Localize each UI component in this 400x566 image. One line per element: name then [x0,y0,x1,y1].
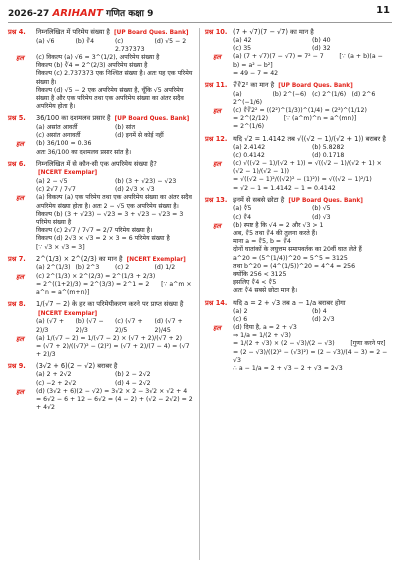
solution [8,194,194,251]
solution [8,273,194,298]
option-item: (b) √5 [312,205,331,213]
question-block [205,299,391,374]
question-text [8,28,194,38]
option-item: (d) 2√3 × √3 [115,186,155,194]
solution-line: = 2^(2/12) [∵ (a^m)^n = a^(mn)] [233,115,357,123]
question-block [205,135,391,193]
question-statement: यदि a = 2 + √3 तब a − 1/a बराबर होगा [233,298,346,307]
options-list [205,37,391,53]
option-item: (d) 4 − 2√2 [115,379,151,387]
solution-line: विकल्प (d) √5 − 2 एक अपरिमेय संख्या है, चूँकि √5 अपरिमेय संख्या है और एक परिमेय तथा एक अपरिमेय संख्या का अंतर सदैव अपरिमेय होता है। [36,86,186,111]
solution-line: विकल्प (d) 2√3 × √3 = 2 × 3 = 6 परिमेय संख्या है [36,235,170,243]
solution-line: (a) 1/(√7 − 2) = 1/(√7 − 2) × (√7 + 2)/(√7 + 2) [36,334,182,342]
option-item: (a) √6 [36,37,55,45]
solution [205,160,391,193]
solution-line: = 1/(2 + √3) × (2 − √3)/(2 − √3) [गुणा करने पर] [233,340,386,348]
solution-line: = √((√2 − 1)²/((√2)² − (1)²)) = √((√2 − 1)²/1) [233,176,372,184]
option-item: (a) 2.4142 [233,143,266,151]
solution-line: a^20 = (5^(1/4))^20 = 5^5 = 3125 [233,254,348,262]
option-item: (c) ∜4 [233,213,252,221]
source-tag: [NCERT Exemplar] [38,310,98,317]
question-block [8,28,194,111]
question-statement: ∜∛2² का मान है [233,81,275,90]
solution-label: हल [16,334,24,343]
solution-line: ⇒ 1/a = 1/(2 + √3) [233,332,291,340]
solution-line: = 2^(1/6) [233,123,265,131]
question-number: प्रश्न 7. [8,254,26,263]
option-item: (c) 2.737373 [115,37,145,53]
question-block [8,362,194,412]
solution-label: हल [213,324,221,333]
solution-label: हल [16,194,24,203]
solution-line: (b) स्पष्ट है कि √4 = 2 और √3 > 1 [233,221,324,229]
solution-label: हल [16,54,24,62]
question-block [205,196,391,296]
option-item: (c) असांत अनावर्ती [36,132,81,140]
option-item: (b) 2 − 2√2 [115,371,151,379]
solution [205,107,391,132]
solution-line: = (√7 + 2)/((√7)² − (2)²) = (√7 + 2)/(7 − 4) = (√7 + 2)/3 [36,343,192,359]
page-number: 11 [376,5,390,16]
question-text [8,255,194,265]
right-column [205,28,391,562]
question-number: प्रश्न 8. [8,300,26,309]
options-list [205,205,391,221]
solution-line: (c) 2^(1/3) × 2^(2/3) = 2^(1/3 + 2/3) [36,272,156,280]
solution-label: हल [16,272,24,281]
option-item: (a) 2^(−1/6) [233,90,263,106]
options-list [8,38,194,54]
source-tag: [NCERT Exemplar] [126,256,186,263]
solution-line: इसलिए ∜4 < ∜5 [233,279,277,287]
question-statement: निम्नलिखित में से कौन-सी एक अपरिमेय संख्या है? [36,159,157,168]
option-item: (c) 35 [233,45,252,53]
solution-line: (d) दिया है, a = 2 + √3 [233,324,297,332]
question-text [8,160,194,178]
question-number: प्रश्न 10. [205,28,228,36]
solution-line: = √2 − 1 = 1.4142 − 1 = 0.4142 [233,184,336,192]
solution-line: = 6√2 − 6 + 12 − 6√2 = (4 − 2) + (√2 − 2√2) = 2 + 4√2 [36,396,195,412]
option-item: (a) असांत आवर्ती [36,124,78,132]
question-block [205,81,391,132]
option-item: (d) √5 − 2 [154,37,187,45]
options-list [205,91,391,107]
option-item: (b) 40 [312,37,331,44]
question-number: प्रश्न 4. [8,28,26,36]
solution-line: अतः 36/100 का दशमलव प्रसार सांत है। [36,148,132,156]
solution-label: हल [213,107,221,116]
options-list [8,371,194,387]
option-item: (d) 2^6 [351,90,376,98]
option-item: (d) 2√3 [312,315,335,323]
header-class: कक्षा 9 [128,9,154,19]
option-item: (a) 42 [233,37,252,44]
option-item: (d) 1/2 [154,264,176,272]
question-text [205,135,391,144]
option-item: (b) ∛4 [75,37,95,45]
question-text [205,196,391,206]
question-number: प्रश्न 9. [8,362,26,371]
solution-line: = 2^((1+2)/3) = 2^(3/3) = 2^1 = 2 [∵ a^m × a^n = a^(m+n)] [36,280,194,297]
option-item: (c) 2 [115,264,130,272]
option-item: (a) 2 − √5 [36,178,68,186]
option-item: (a) 2 [233,307,248,315]
option-item: (d) √3 [312,213,331,221]
question-statement: इनमें से सबसे छोटा है [233,195,285,204]
question-block [8,160,194,252]
option-item: (a) 2 + 2√2 [36,371,72,379]
source-tag: [UP Board Ques. Bank] [114,116,190,123]
option-item: (a) ∜5 [233,205,252,213]
options-list [8,318,194,334]
source-tag: [UP Board Ques. Bank] [114,30,189,36]
question-block [8,255,194,297]
question-block [205,28,391,78]
left-column [8,28,194,562]
options-list [205,308,391,324]
solution [8,388,194,413]
question-block [8,114,194,156]
question-text [8,362,194,371]
option-item: (b) (√7 − 2)/3 [75,318,104,334]
question-statement: 36/100 का दशमलव प्रसार है [36,114,111,123]
solution-line: (d) (3√2 + 6)(2 − √2) = 3√2 × 2 − 3√2 × √2 + 4 [36,387,188,395]
header-subject: गणित [106,9,126,19]
option-item: (c) 6 [233,315,248,323]
option-item: (c) 2√7 / 7√7 [36,186,76,194]
solution [8,54,194,111]
option-item: (b) 2^(−6) [272,90,307,98]
option-item: (c) −2 + 2√2 [36,379,77,387]
option-item: (d) (√7 + 2)/45 [154,318,183,334]
solution-label: हल [16,387,24,396]
solution-line: विकल्प (c) 2√7 / 7√7 = 2/7 परिमेय संख्या है। [36,227,153,235]
solution-line: = (2 − √3)/((2)² − (√3)²) = (2 − √3)/(4 − 3) = 2 − √3 [233,348,390,364]
question-statement: 1/(√7 − 2) के हर का परिमेयीकरण करने पर प्राप्त संख्या है [36,300,184,309]
question-text [205,299,391,308]
column-divider [199,28,200,560]
header-left [8,6,153,19]
option-item: (b) (3 + √23) − √23 [115,178,177,186]
solution-line: (c) √((√2 − 1)/(√2 + 1)) = √((√2 − 1)/(√2 + 1) × (√2 − 1)/(√2 − 1)) [233,160,384,176]
solution [205,222,391,296]
solution-line: विकल्प (b) (3 + √23) − √23 = 3 + √23 − √23 = 3 परिमेय संख्या है [36,210,186,227]
option-item: (d) इनमें से कोई नहीं [115,132,164,140]
question-number: प्रश्न 12. [205,134,228,143]
solution [8,335,194,360]
solution-line: (a) (7 + √7)(7 − √7) = 7² − 7 [∵ (a + b)(a − b) = a² − b²] [233,53,385,69]
question-statement: निम्नलिखित में परिमेय संख्या है [36,28,110,36]
question-number: प्रश्न 6. [8,159,26,168]
solution-label: हल [213,221,221,230]
solution-line: (c) विकल्प (a) √6 = 3^(1/2), अपरिमेय संख्या है [36,54,160,61]
options-list [8,178,194,194]
brand-logo: ARIHANT [52,8,103,19]
question-text [8,300,194,318]
question-text [205,28,391,37]
solution-label: हल [213,160,221,169]
source-tag: [UP Board Ques. Bank] [288,197,363,204]
option-item: (c) (√7 + 2)/5 [115,318,143,334]
question-number: प्रश्न 14. [205,298,228,307]
solution-line: विकल्प (b) ∛4 = 2^(2/3) अपरिमेय संख्या है [36,62,148,70]
solution-line: दोनों घातांकों के लघुत्तम समापवर्तक का 20वीं घात लेते हैं [233,246,362,254]
options-list [8,264,194,272]
solution-line: विकल्प (c) 2.737373 एक निश्चित संख्या है। अतः यह एक परिमेय संख्या है। [36,70,195,86]
header-year: 2026-27 [8,9,50,19]
option-item: (b) 4 [312,307,327,315]
option-item: (a) 2^(1/3) [36,264,71,272]
option-item: (c) 0.4142 [233,151,265,159]
question-statement: (3√2 + 6)(2 − √2) बराबर है [36,362,118,371]
solution-line: (b) 36/100 = 0.36 [36,140,92,148]
options-list [8,124,194,140]
page-header [0,0,400,26]
solution-label: हल [213,53,221,62]
solution-line: = 49 − 7 = 42 [233,69,279,77]
solution-line: तथा b^20 = (4^(1/5))^20 = 4^4 = 256 [233,262,356,270]
question-text [205,81,391,91]
question-statement: यदि √2 = 1.4142 तब √((√2 − 1)/(√2 + 1)) बराबर है [233,134,386,143]
options-list [205,144,391,160]
solution-line: ∴ a − 1/a = 2 + √3 − 2 + √3 = 2√3 [233,365,343,373]
source-tag: [NCERT Exemplar] [38,170,98,177]
option-item: (c) 2^(1/6) [312,90,347,98]
question-text [8,114,194,124]
solution-line: (c) ∜∛2² = ((2²)^(1/3))^(1/4) = (2²)^(1/12) [233,107,367,115]
question-statement: (7 + √7)(7 − √7) का मान है [233,28,314,36]
solution-line: क्योंकि 256 < 3125 [233,271,287,279]
solution [8,140,194,156]
solution [205,324,391,373]
solution-line: अब, ∜5 तथा ∜4 की तुलना करते हैं। [233,230,318,238]
solution-label: हल [16,140,24,149]
solution-line: [∵ √3 × √3 = 3] [36,243,85,251]
header-rule [8,22,392,23]
solution [205,53,391,78]
option-item: (d) 0.1718 [312,151,345,159]
solution-line: (a) विकल्प (a) एक परिमेय तथा एक अपरिमेय संख्या का अंतर सदैव अपरिमेय संख्या होता है। अतः 2 − √5 एक अपरिमेय संख्या है। [36,194,194,210]
option-item: (b) 2^3 [75,264,100,272]
question-statement: 2^(1/3) × 2^(2/3) का मान है [36,254,123,263]
question-number: प्रश्न 5. [8,114,26,123]
option-item: (b) 5.8282 [312,143,345,151]
option-item: (d) 32 [312,45,331,53]
option-item: (b) सांत [115,124,136,132]
question-block [8,300,194,359]
source-tag: [UP Board Ques. Bank] [278,83,353,90]
question-number: प्रश्न 13. [205,195,228,204]
question-number: प्रश्न 11. [205,81,228,90]
option-item: (a) (√7 + 2)/3 [36,318,65,334]
solution-line: अतः ∜4 सबसे छोटा मान है। [233,287,298,295]
solution-line: माना a = ∜5, b = ∜4 [233,238,291,246]
